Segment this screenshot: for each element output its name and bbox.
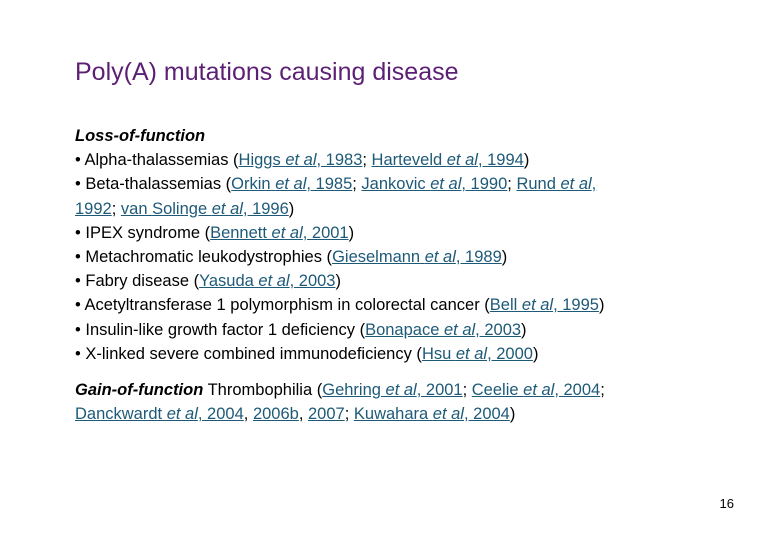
gain-of-function-line-continued [75,402,725,426]
item-text-end: ) [521,320,527,339]
ref-link-jankovic-1990[interactable]: Jankovic et al, 1990 [361,175,508,194]
item-text-end: ) [523,151,530,170]
item-text: • X-linked severe combined immunodeficiency ( [75,344,422,363]
item-text-end: ) [288,199,295,218]
separator: ; [362,151,372,170]
item-text: • Insulin-like growth factor 1 deficiency ( [75,320,366,339]
x-scid-item [75,342,725,366]
ref-link-kuwahara-2004[interactable]: Kuwahara et al, 2004 [353,405,510,424]
slide-body [75,124,725,426]
item-text: Thrombophilia ( [203,381,323,400]
metachromatic-leukodystrophies-item [75,245,725,269]
item-text-end: ) [348,223,355,242]
ref-link-bonapace-2003[interactable]: Bonapace et al, 2003 [365,320,522,339]
ref-link-higgs-1983[interactable]: Higgs et al, 1983 [238,151,363,170]
loss-of-function-heading: Loss-of-function [75,127,206,145]
ref-link-ceelie-2004[interactable]: Ceelie et al, 2004 [471,381,601,400]
item-text-end: ) [598,296,605,315]
section-spacer [75,366,725,378]
page-number: 16 [719,496,734,511]
item-text-end: ) [335,272,341,291]
item-text-end: ) [532,344,539,363]
slide-title: Poly(A) mutations causing disease [75,58,459,86]
separator: ; [600,381,605,400]
ref-link-bennett-2001[interactable]: Bennett et al, 2001 [210,223,349,242]
ref-link-gieselmann-1989[interactable]: Gieselmann et al, 1989 [332,248,502,267]
alpha-thalassemias-item [75,148,725,172]
ref-link-yasuda-2003[interactable]: Yasuda et al, 2003 [199,272,336,291]
ref-link-bell-1995[interactable]: Bell et al, 1995 [489,296,599,315]
ref-link-danckwardt-2004[interactable]: Danckwardt et al, 2004 [75,405,244,424]
item-text: • Alpha-thalassemias ( [75,151,239,170]
ref-link-orkin-1985[interactable]: Orkin et al, 1985 [231,175,353,194]
item-text: • Acetyltransferase 1 polymorphism in colorectal cancer ( [75,296,490,315]
ref-link-harteveld-1994[interactable]: Harteveld et al, 1994 [371,151,524,170]
ref-link-gehring-2001[interactable]: Gehring et al, 2001 [322,381,463,400]
acetyltransferase-item [75,293,725,317]
separator: ; [111,199,121,218]
ref-link-hsu-2000[interactable]: Hsu et al, 2000 [421,344,533,363]
beta-thalassemias-item-continued [75,197,725,221]
ref-link-2007[interactable]: 2007 [308,405,345,424]
separator: ; [507,175,517,194]
ref-link-van-solinge-1996[interactable]: van Solinge et al, 1996 [120,199,289,218]
gain-of-function-line [75,378,725,402]
fabry-disease-item [75,269,725,293]
ipex-syndrome-item [75,221,725,245]
ref-link-2006b[interactable]: 2006b [252,405,299,424]
item-text: • Metachromatic leukodystrophies ( [75,248,333,267]
gain-of-function-heading: Gain-of-function [75,381,204,400]
separator: , [298,405,308,424]
item-text: • Beta-thalassemias ( [75,175,232,194]
ref-link-rund-1992[interactable]: Rund et al, [516,175,597,194]
separator: , [243,405,253,424]
ref-link-rund-1992-year[interactable]: 1992 [75,199,112,218]
item-text-end: ) [501,248,508,267]
separator: ; [344,405,354,424]
separator: ; [462,381,472,400]
igf1-deficiency-item [75,318,725,342]
item-text: • IPEX syndrome ( [75,223,211,242]
separator: ; [352,175,362,194]
item-text: • Fabry disease ( [75,272,200,291]
beta-thalassemias-item [75,172,725,196]
item-text-end: ) [509,405,516,424]
